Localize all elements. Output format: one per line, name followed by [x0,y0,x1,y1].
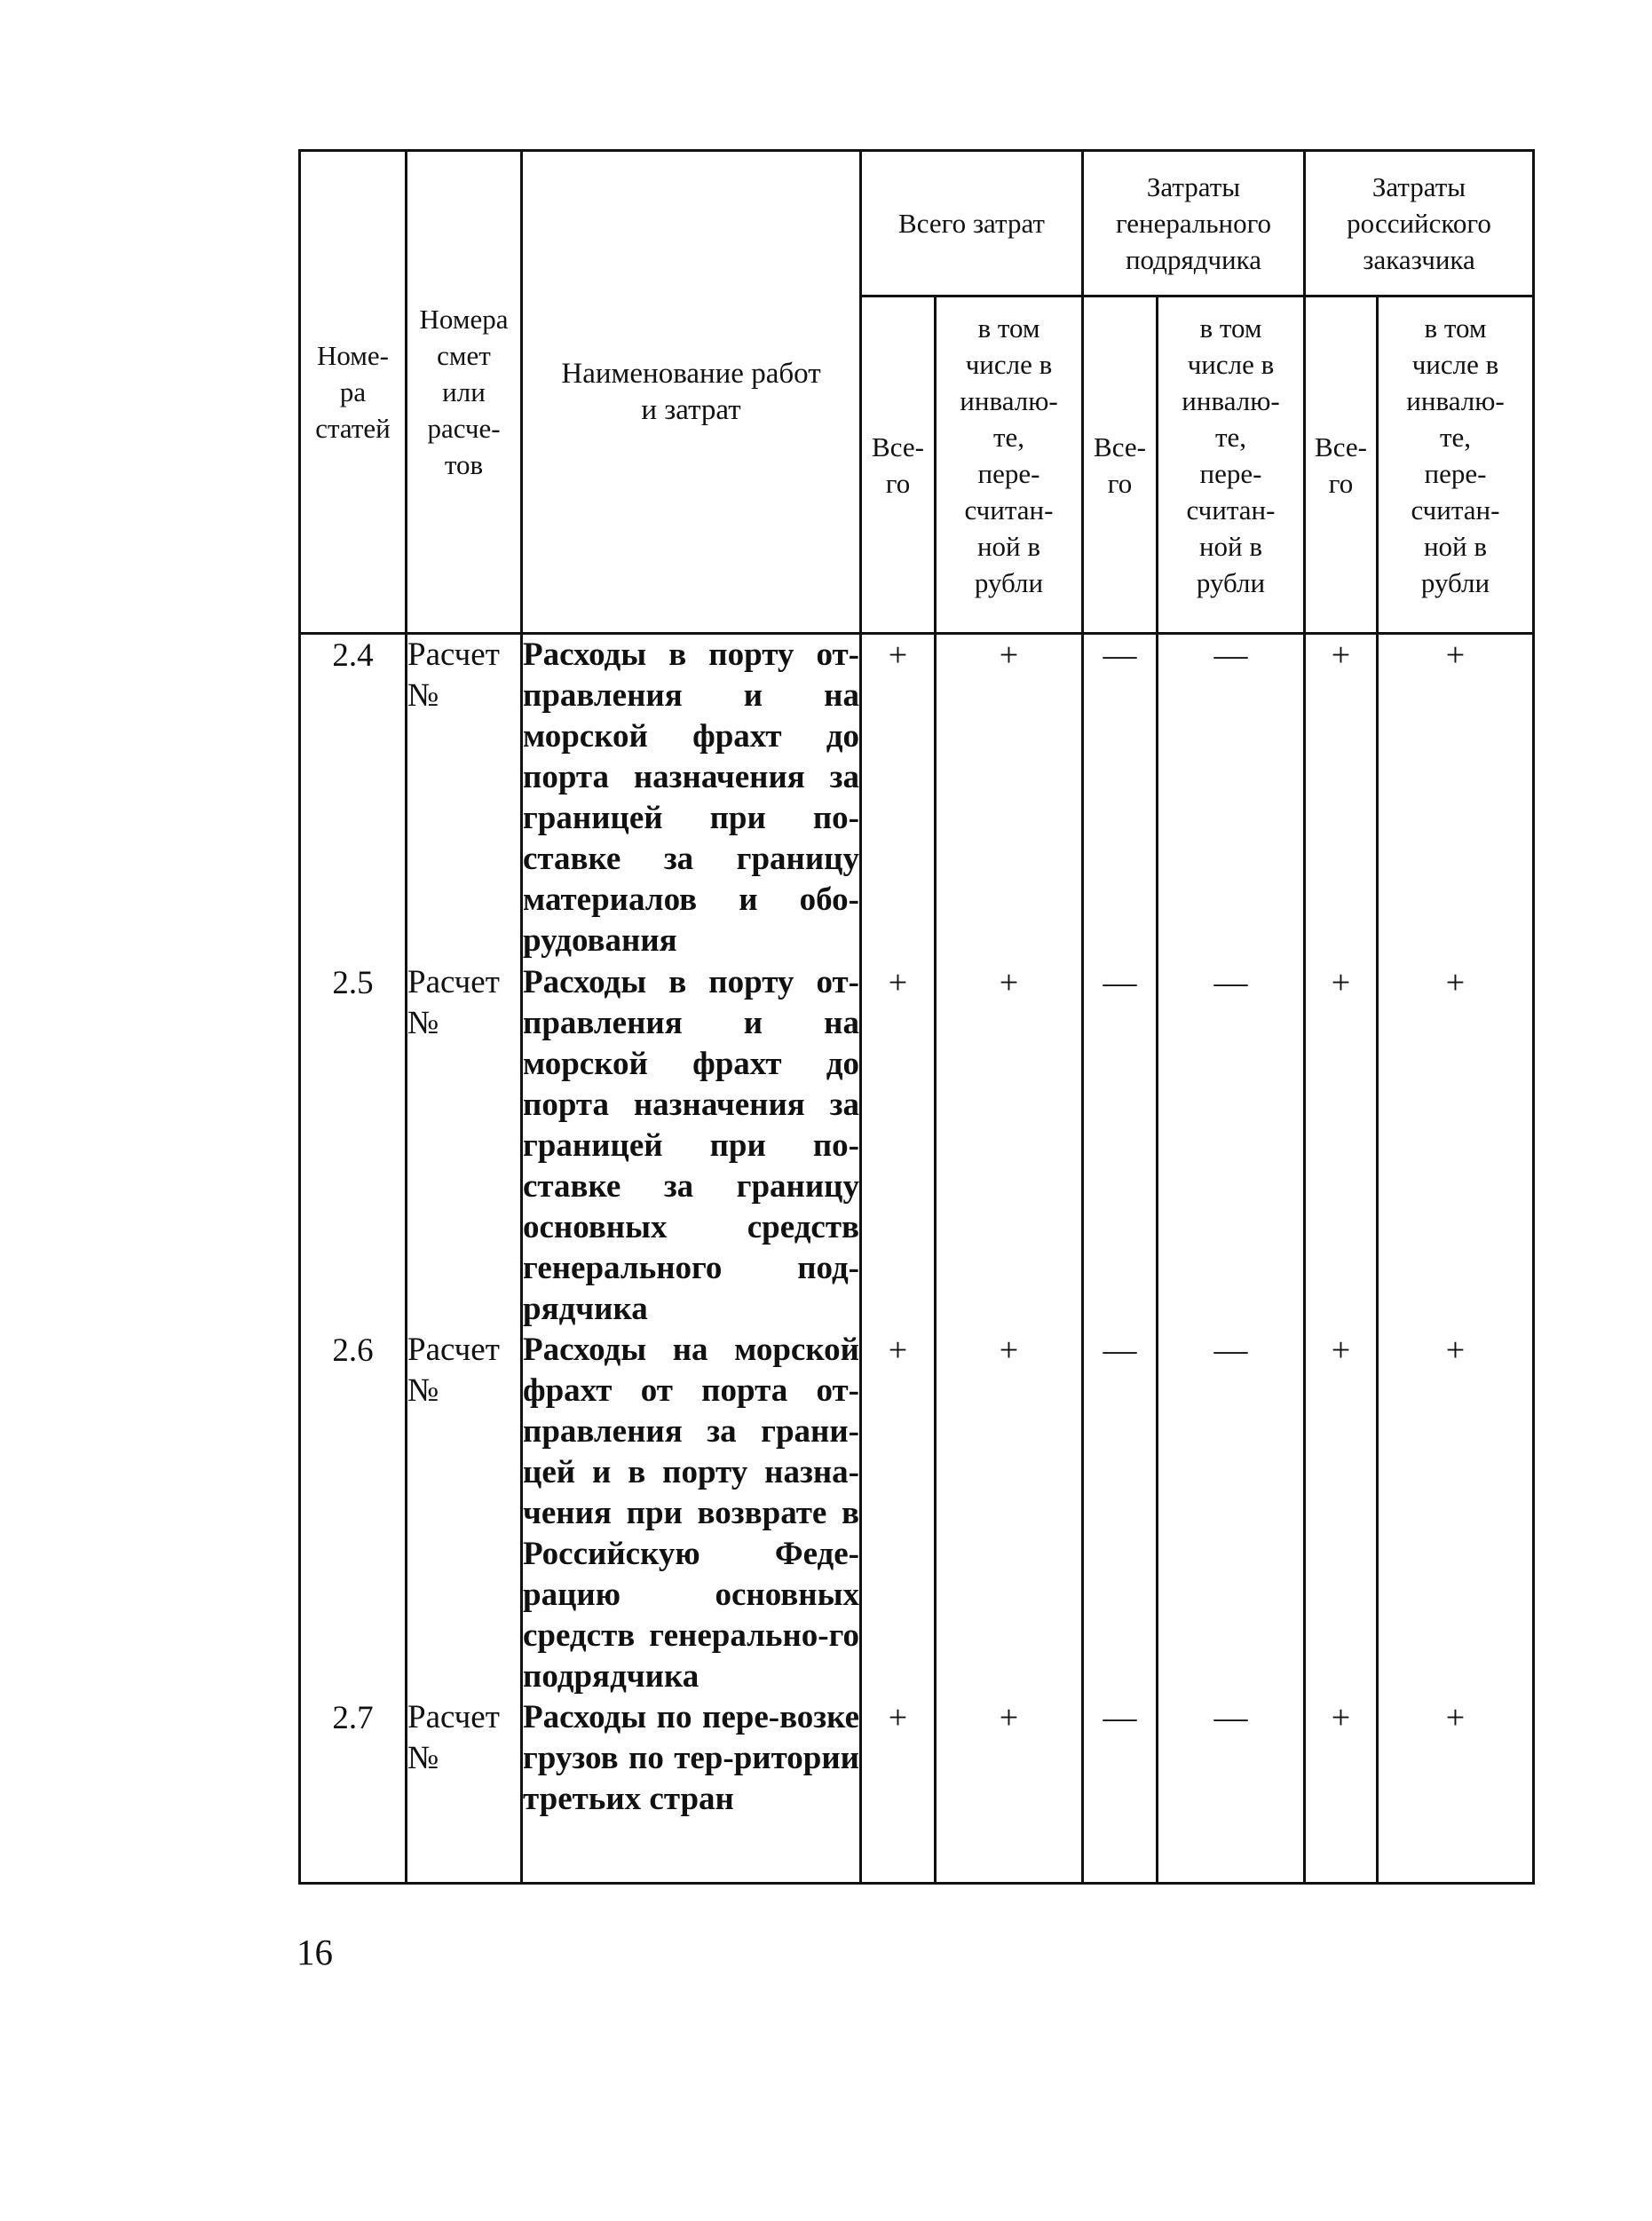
mark-general: — [1083,634,1158,962]
mark-total-currency: + [936,634,1083,962]
work-name: Расходы в порту от-правления и на морской фрахт до порта назначения за границей при по-ставке за границу основных средств генерального под-рядчика [522,962,861,1330]
header-total-costs: Всего затрат [861,151,1083,296]
article-number: 2.7 [300,1697,407,1884]
mark-customer-currency: + [1378,634,1534,962]
header-general-contractor-costs: Затраты генерального подрядчика [1083,151,1305,296]
article-number: 2.6 [300,1330,407,1697]
estimate-number: Расчет № [407,1330,522,1697]
mark-customer: + [1305,962,1378,1330]
header-russian-customer-costs: Затраты российского заказчика [1305,151,1534,296]
header-estimate-numbers: Номера смет или расче- тов [407,151,522,634]
mark-general-currency: — [1158,1697,1305,1884]
mark-total: + [861,1330,936,1697]
subheader-currency: в том числе в инвалю- те, пере- считан- ной в рубли [1378,296,1534,634]
estimate-number: Расчет № [407,634,522,962]
table-row [300,1697,1534,1884]
subheader-total: Все- го [861,296,936,634]
mark-customer: + [1305,634,1378,962]
mark-total: + [861,1697,936,1884]
table-row [300,962,1534,1330]
table-row [300,1330,1534,1697]
mark-total: + [861,962,936,1330]
subheader-total: Все- го [1083,296,1158,634]
cost-table [298,149,1535,1885]
mark-general: — [1083,1697,1158,1884]
subheader-currency: в том числе в инвалю- те, пере- считан- ной в рубли [936,296,1083,634]
mark-customer: + [1305,1330,1378,1697]
subheader-currency: в том числе в инвалю- те, пере- считан- ной в рубли [1158,296,1305,634]
mark-total: + [861,634,936,962]
header-article-numbers: Номе- ра статей [300,151,407,634]
mark-customer-currency: + [1378,962,1534,1330]
header-work-name: Наименование работ и затрат [522,151,861,634]
mark-general-currency: — [1158,962,1305,1330]
mark-customer: + [1305,1697,1378,1884]
page-number: 16 [296,1932,333,1972]
mark-customer-currency: + [1378,1330,1534,1697]
table-row [300,634,1534,962]
mark-general-currency: — [1158,1330,1305,1697]
subheader-total: Все- го [1305,296,1378,634]
mark-total-currency: + [936,1697,1083,1884]
work-name: Расходы на морской фрахт от порта от-правления за грани-цей и в порту назна-чения при возврате в Российскую Феде-рацию основных средств генерально-го подрядчика [522,1330,861,1697]
estimate-number: Расчет № [407,1697,522,1884]
mark-total-currency: + [936,1330,1083,1697]
mark-customer-currency: + [1378,1697,1534,1884]
article-number: 2.4 [300,634,407,962]
estimate-number: Расчет № [407,962,522,1330]
work-name: Расходы в порту от-правления и на морской фрахт до порта назначения за границей при по-ставке за границу материалов и обо-рудования [522,634,861,962]
mark-general-currency: — [1158,634,1305,962]
mark-total-currency: + [936,962,1083,1330]
work-name: Расходы по пере-возке грузов по тер-ритории третьих стран [522,1697,861,1884]
article-number: 2.5 [300,962,407,1330]
mark-general: — [1083,962,1158,1330]
mark-general: — [1083,1330,1158,1697]
